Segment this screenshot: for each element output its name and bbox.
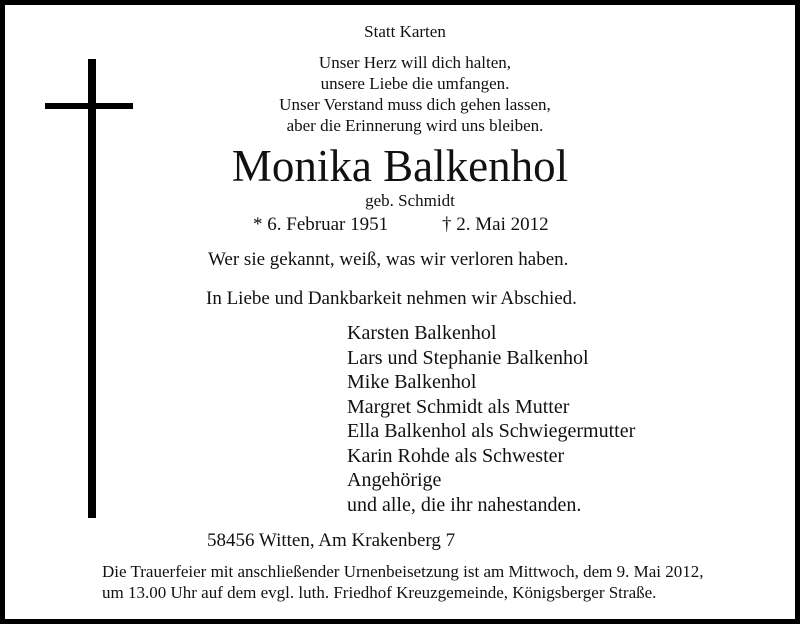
notice-header: Statt Karten xyxy=(364,22,446,41)
mourner: Karin Rohde als Schwester xyxy=(347,444,565,467)
maiden-name: geb. Schmidt xyxy=(365,191,455,210)
birth-date: * 6. Februar 1951 xyxy=(253,214,389,235)
mourner: Ella Balkenhol als Schwiegermutter xyxy=(347,420,636,442)
mourners-list xyxy=(347,321,635,517)
poem xyxy=(5,52,800,136)
poem-line: unsere Liebe die umfangen. xyxy=(320,74,510,93)
poem-line: Unser Verstand muss dich gehen lassen, xyxy=(279,95,551,114)
memorial-quote: Wer sie gekannt, weiß, was wir verloren haben. xyxy=(208,249,569,270)
family-address: 58456 Witten, Am Krakenberg 7 xyxy=(207,530,456,551)
death-date: † 2. Mai 2012 xyxy=(442,214,549,235)
mourner: Mike Balkenhol xyxy=(347,371,477,393)
poem-line: Unser Herz will dich halten, xyxy=(318,53,512,72)
poem-line: aber die Erinnerung wird uns bleiben. xyxy=(286,116,544,135)
farewell-line: In Liebe und Dankbarkeit nehmen wir Abschied. xyxy=(206,288,577,309)
mourner: Angehörige xyxy=(347,469,442,491)
service-line: um 13.00 Uhr auf dem evgl. luth. Friedhof Kreuzgemeinde, Königsberger Straße. xyxy=(102,583,657,602)
mourner: Karsten Balkenhol xyxy=(347,322,497,344)
mourner: Margret Schmidt als Mutter xyxy=(347,395,570,418)
mourner: Lars und Stephanie Balkenhol xyxy=(347,346,589,369)
mourner: und alle, die ihr nahestanden. xyxy=(347,493,582,516)
deceased-name: Monika Balkenhol xyxy=(231,141,569,191)
service-line: Die Trauerfeier mit anschließender Urnenbeisetzung ist am Mittwoch, dem 9. Mai 2012, xyxy=(102,562,704,581)
service-info xyxy=(102,561,703,603)
